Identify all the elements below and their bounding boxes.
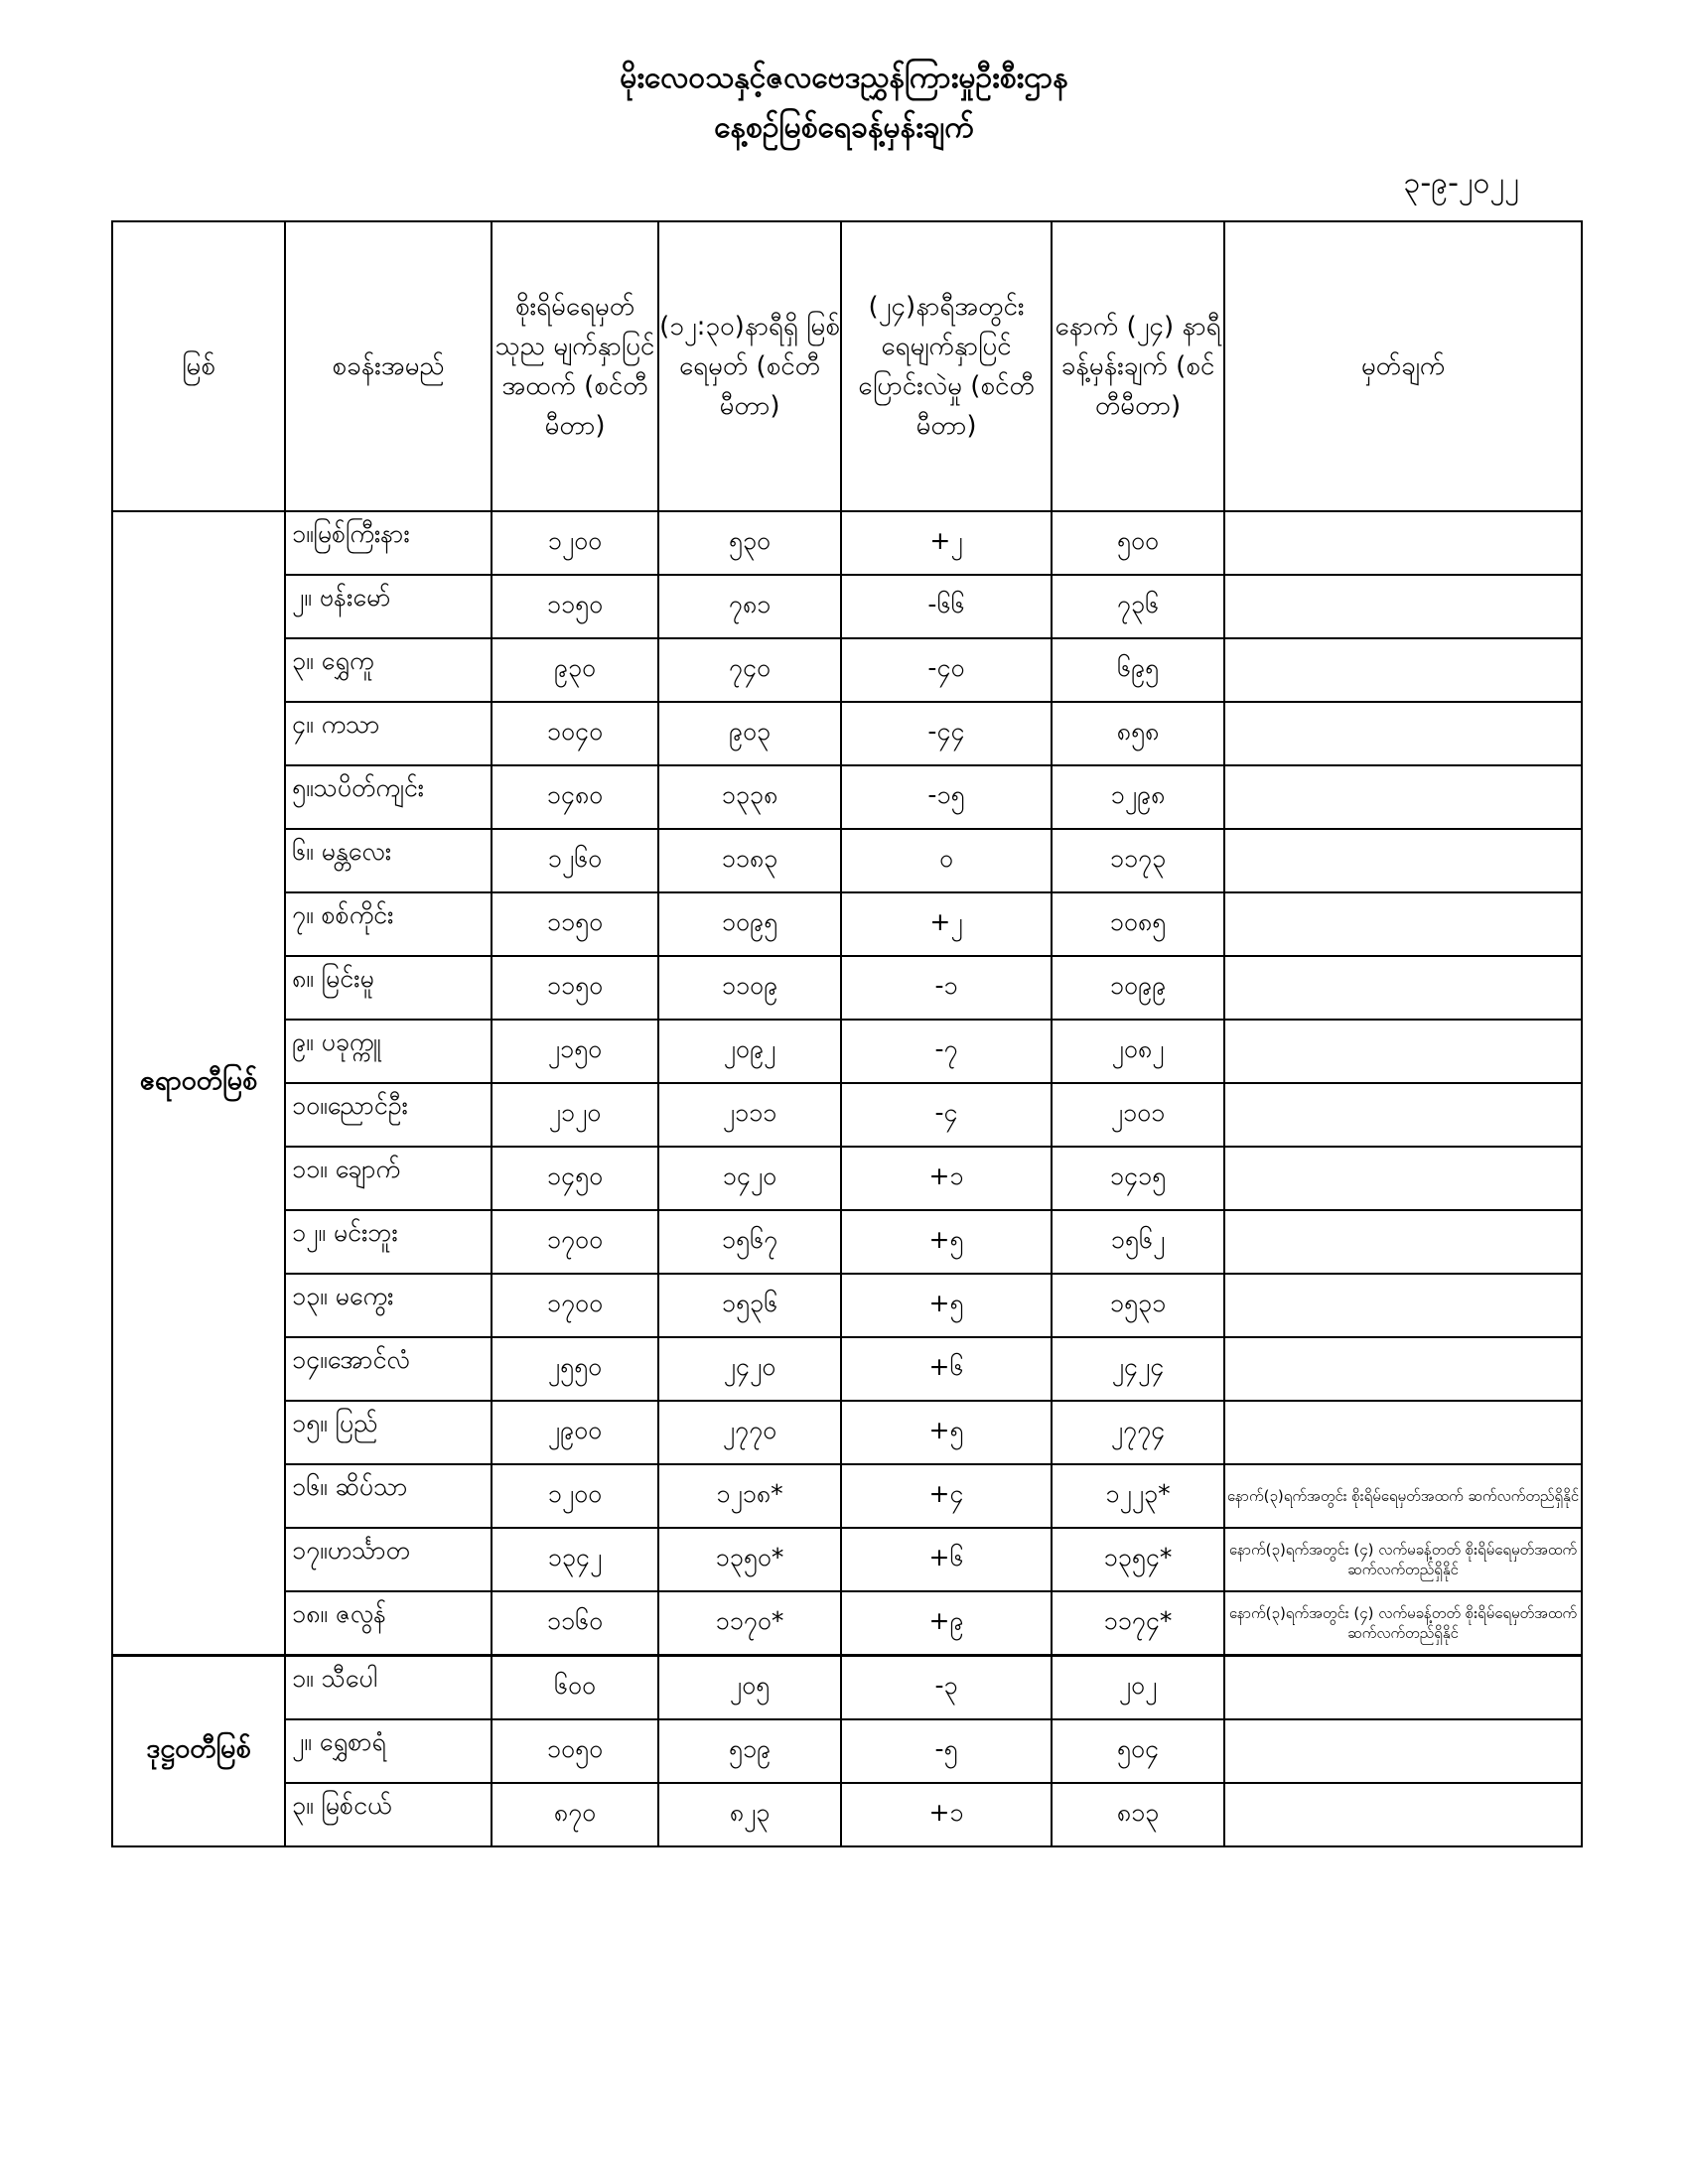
remark-cell	[1224, 1401, 1582, 1464]
table-row	[112, 892, 1582, 956]
table-row	[112, 1083, 1582, 1147]
remark-cell	[1224, 1274, 1582, 1337]
remark-cell	[1224, 956, 1582, 1020]
danger-level-cell: ၂၁၂၀	[492, 1083, 658, 1147]
table-row	[112, 829, 1582, 892]
remark-cell: နောက်(၃)ရက်အတွင်း (၄) လက်မခန့်တတ် စိုးရိမ်ရေမှတ်အထက် ဆက်လက်တည်ရှိနိုင်	[1224, 1528, 1582, 1591]
station-cell: ၈။ မြင်းမူ	[285, 956, 492, 1020]
water-level-cell: ၇၄၀	[658, 638, 841, 702]
remark-cell: နောက်(၃)ရက်အတွင်း စိုးရိမ်ရေမှတ်အထက် ဆက်လက်တည်ရှိနိုင်	[1224, 1464, 1582, 1528]
station-cell: ၂။ ရွှေစာရံ	[285, 1719, 492, 1783]
change-cell: -၆၆	[841, 575, 1052, 638]
forecast-cell: ၂၀၈၂	[1052, 1020, 1224, 1083]
station-cell: ၁၁။ ချောက်	[285, 1147, 492, 1210]
remark-cell: နောက်(၃)ရက်အတွင်း (၄) လက်မခန့်တတ် စိုးရိမ်ရေမှတ်အထက် ဆက်လက်တည်ရှိနိုင်	[1224, 1591, 1582, 1656]
remark-cell	[1224, 1020, 1582, 1083]
change-cell: -၁	[841, 956, 1052, 1020]
forecast-cell: ၅၀၄	[1052, 1719, 1224, 1783]
change-cell: ၀	[841, 829, 1052, 892]
remark-cell	[1224, 892, 1582, 956]
forecast-cell: ၁၄၁၅	[1052, 1147, 1224, 1210]
remark-cell	[1224, 1147, 1582, 1210]
forecast-cell: ၁၃၅၄*	[1052, 1528, 1224, 1591]
danger-level-cell: ၆၀၀	[492, 1656, 658, 1720]
change-cell: -၅	[841, 1719, 1052, 1783]
station-cell: ၁၂။ မင်းဘူး	[285, 1210, 492, 1274]
station-cell: ၁။ သီပေါ	[285, 1656, 492, 1720]
water-level-cell: ၂၇၇၀	[658, 1401, 841, 1464]
river-name-cell: ဒုဋ္ဌဝတီမြစ်	[112, 1656, 285, 1847]
table-header-row	[112, 221, 1582, 511]
station-cell: ၃။ မြစ်ငယ်	[285, 1783, 492, 1846]
forecast-cell: ၁၀၈၅	[1052, 892, 1224, 956]
river-name-cell: ဧရာဝတီမြစ်	[112, 511, 285, 1656]
change-cell: +၅	[841, 1210, 1052, 1274]
station-cell: ၁။မြစ်ကြီးနား	[285, 511, 492, 575]
table-row	[112, 702, 1582, 765]
table-row	[112, 575, 1582, 638]
table-row	[112, 1020, 1582, 1083]
danger-level-cell: ၁၄၈၀	[492, 765, 658, 829]
remark-cell	[1224, 1083, 1582, 1147]
water-level-cell: ၂၁၁၁	[658, 1083, 841, 1147]
water-level-cell: ၁၃၅၀*	[658, 1528, 841, 1591]
station-cell: ၁၅။ ပြည်	[285, 1401, 492, 1464]
table-row	[112, 1274, 1582, 1337]
danger-level-cell: ၂၁၅၀	[492, 1020, 658, 1083]
station-cell: ၁၈။ ဇလွန်	[285, 1591, 492, 1656]
water-level-cell: ၁၁၈၃	[658, 829, 841, 892]
danger-level-cell: ၁၇၀၀	[492, 1274, 658, 1337]
change-cell: +၂	[841, 511, 1052, 575]
forecast-cell: ၁၅၆၂	[1052, 1210, 1224, 1274]
remark-cell	[1224, 702, 1582, 765]
change-cell: -၄၄	[841, 702, 1052, 765]
station-cell: ၄။ ကသာ	[285, 702, 492, 765]
forecast-cell: ၆၉၅	[1052, 638, 1224, 702]
change-cell: -၄	[841, 1083, 1052, 1147]
danger-level-cell: ၈၇၀	[492, 1783, 658, 1846]
table-row	[112, 1210, 1582, 1274]
water-level-cell: ၁၀၉၅	[658, 892, 841, 956]
station-cell: ၁၇။ဟင်္သာတ	[285, 1528, 492, 1591]
remark-cell	[1224, 511, 1582, 575]
table-row	[112, 1401, 1582, 1464]
station-cell: ၇။ စစ်ကိုင်း	[285, 892, 492, 956]
danger-level-cell: ၁၁၅၀	[492, 892, 658, 956]
remark-cell	[1224, 765, 1582, 829]
danger-level-cell: ၁၄၅၀	[492, 1147, 658, 1210]
station-cell: ၆။ မန္တလေး	[285, 829, 492, 892]
forecast-cell: ၂၄၂၄	[1052, 1337, 1224, 1401]
danger-level-cell: ၁၃၄၂	[492, 1528, 658, 1591]
station-cell: ၉။ ပခုက္ကူ	[285, 1020, 492, 1083]
table-row	[112, 956, 1582, 1020]
station-cell: ၁၃။ မကွေး	[285, 1274, 492, 1337]
remark-cell	[1224, 575, 1582, 638]
change-cell: -၄၀	[841, 638, 1052, 702]
danger-level-cell: ၁၁၅၀	[492, 956, 658, 1020]
change-cell: -၁၅	[841, 765, 1052, 829]
danger-level-cell: ၁၂၆၀	[492, 829, 658, 892]
water-level-cell: ၂၀၉၂	[658, 1020, 841, 1083]
change-cell: +၁	[841, 1783, 1052, 1846]
station-cell: ၁၄။အောင်လံ	[285, 1337, 492, 1401]
danger-level-cell: ၁၀၅၀	[492, 1719, 658, 1783]
station-cell: ၁၆။ ဆိပ်သာ	[285, 1464, 492, 1528]
change-cell: +၁	[841, 1147, 1052, 1210]
water-level-cell: ၁၄၂၀	[658, 1147, 841, 1210]
station-cell: ၃။ ရွှေကူ	[285, 638, 492, 702]
water-level-cell: ၁၂၁၈*	[658, 1464, 841, 1528]
danger-level-cell: ၁၁၅၀	[492, 575, 658, 638]
water-level-cell: ၈၂၃	[658, 1783, 841, 1846]
water-level-cell: ၉၀၃	[658, 702, 841, 765]
change-cell: -၇	[841, 1020, 1052, 1083]
danger-level-cell: ၂၉၀၀	[492, 1401, 658, 1464]
remark-cell	[1224, 1210, 1582, 1274]
forecast-cell: ၁၂၂၃*	[1052, 1464, 1224, 1528]
danger-level-cell: ၉၃၀	[492, 638, 658, 702]
change-cell: +၆	[841, 1337, 1052, 1401]
water-level-cell: ၂၄၂၀	[658, 1337, 841, 1401]
remark-cell	[1224, 638, 1582, 702]
water-level-cell: ၇၈၁	[658, 575, 841, 638]
col-header-forecast: နောက် (၂၄) နာရီ ခန့်မှန်းချက် (စင်တီမီတာ)	[1052, 221, 1224, 511]
danger-level-cell: ၁၁၆၀	[492, 1591, 658, 1656]
change-cell: +၄	[841, 1464, 1052, 1528]
water-level-cell: ၁၅၆၇	[658, 1210, 841, 1274]
change-cell: +၅	[841, 1401, 1052, 1464]
table-row	[112, 1783, 1582, 1846]
col-header-river: မြစ်	[112, 221, 285, 511]
forecast-cell: ၁၂၉၈	[1052, 765, 1224, 829]
forecast-cell: ၁၁၇၃	[1052, 829, 1224, 892]
change-cell: +၅	[841, 1274, 1052, 1337]
remark-cell	[1224, 829, 1582, 892]
station-cell: ၂။ ဗန်းမော်	[285, 575, 492, 638]
col-header-station: စခန်းအမည်	[285, 221, 492, 511]
page-subtitle: နေ့စဉ်မြစ်ရေခန့်မှန်းချက်	[714, 110, 974, 145]
forecast-cell: ၅၀၀	[1052, 511, 1224, 575]
station-cell: ၁၀။ညောင်ဦး	[285, 1083, 492, 1147]
forecast-cell: ၁၅၃၁	[1052, 1274, 1224, 1337]
table-row	[112, 1337, 1582, 1401]
forecast-cell: ၇၃၆	[1052, 575, 1224, 638]
forecast-cell: ၂၀၂	[1052, 1656, 1224, 1720]
page-title: မိုးလေဝသနှင့်ဇလဗေဒညွှန်ကြားမှုဦးစီးဌာန	[620, 61, 1068, 95]
change-cell: +၆	[841, 1528, 1052, 1591]
forecast-cell: ၁၁၇၄*	[1052, 1591, 1224, 1656]
table-row	[112, 765, 1582, 829]
col-header-water-level: (၁၂:၃၀)နာရီရှိ မြစ်ရေမှတ် (စင်တီမီတာ)	[658, 221, 841, 511]
danger-level-cell: ၁၂၀၀	[492, 511, 658, 575]
forecast-cell: ၁၀၉၉	[1052, 956, 1224, 1020]
remark-cell	[1224, 1337, 1582, 1401]
remark-cell	[1224, 1656, 1582, 1720]
river-forecast-table	[111, 220, 1583, 1847]
water-level-cell: ၅၁၉	[658, 1719, 841, 1783]
table-row	[112, 1464, 1582, 1528]
change-cell: -၃	[841, 1656, 1052, 1720]
remark-cell	[1224, 1783, 1582, 1846]
change-cell: +၂	[841, 892, 1052, 956]
forecast-cell: ၂၇၇၄	[1052, 1401, 1224, 1464]
table-row	[112, 1591, 1582, 1656]
col-header-danger-level: စိုးရိမ်ရေမှတ် သုည မျက်နှာပြင် အထက် (စင်တီမီတာ)	[492, 221, 658, 511]
table-row	[112, 511, 1582, 575]
table-row	[112, 1147, 1582, 1210]
water-level-cell: ၅၃၀	[658, 511, 841, 575]
col-header-change: (၂၄)နာရီအတွင်း ရေမျက်နှာပြင် ပြောင်းလဲမှု (စင်တီမီတာ)	[841, 221, 1052, 511]
change-cell: +၉	[841, 1591, 1052, 1656]
table-body	[112, 511, 1582, 1846]
table-row	[112, 1528, 1582, 1591]
table-row	[112, 638, 1582, 702]
water-level-cell: ၁၃၃၈	[658, 765, 841, 829]
danger-level-cell: ၁၀၄၀	[492, 702, 658, 765]
danger-level-cell: ၁၂၀၀	[492, 1464, 658, 1528]
station-cell: ၅။သပိတ်ကျင်း	[285, 765, 492, 829]
forecast-cell: ၈၅၈	[1052, 702, 1224, 765]
report-date: ၃-၉-၂၀၂၂	[1403, 166, 1519, 201]
forecast-cell: ၂၁၀၁	[1052, 1083, 1224, 1147]
forecast-cell: ၈၁၃	[1052, 1783, 1224, 1846]
col-header-remark: မှတ်ချက်	[1224, 221, 1582, 511]
table-row	[112, 1719, 1582, 1783]
danger-level-cell: ၂၅၅၀	[492, 1337, 658, 1401]
water-level-cell: ၁၁၇၀*	[658, 1591, 841, 1656]
table-row	[112, 1656, 1582, 1720]
danger-level-cell: ၁၇၀၀	[492, 1210, 658, 1274]
water-level-cell: ၁၁၀၉	[658, 956, 841, 1020]
water-level-cell: ၂၀၅	[658, 1656, 841, 1720]
water-level-cell: ၁၅၃၆	[658, 1274, 841, 1337]
remark-cell	[1224, 1719, 1582, 1783]
